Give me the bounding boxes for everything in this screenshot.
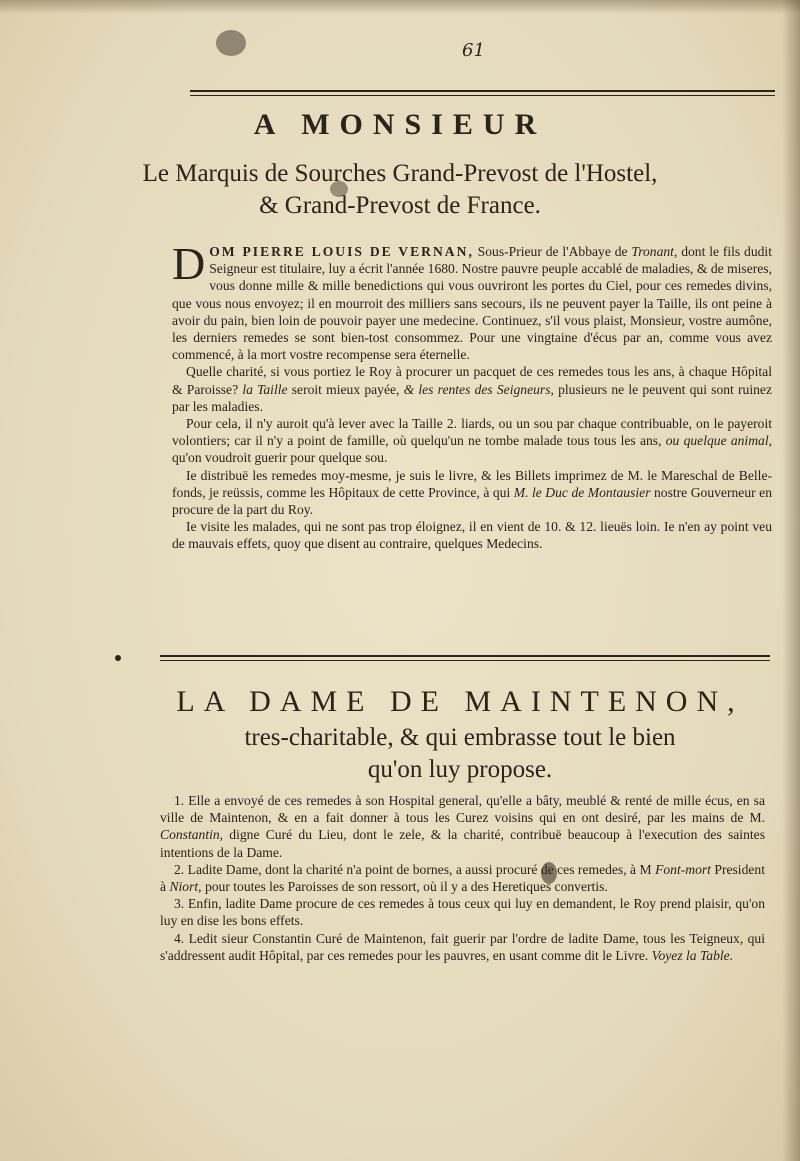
dedication-paragraph-4 <box>172 467 772 519</box>
text-run: Quelle charité, si vous portiez le Roy à procurer un pacquet de ces remedes tous les ans, à chaque Hôpital & Paroisse? <box>172 364 772 397</box>
dedication-body <box>172 238 773 553</box>
drop-cap: D <box>172 238 206 289</box>
text-run: seroit mieux payée, <box>287 381 404 397</box>
text-run: President à <box>160 861 765 895</box>
dedication-paragraph-3 <box>172 415 772 467</box>
person-name: Constantin <box>160 827 220 843</box>
ink-dot <box>115 655 121 661</box>
section-heading: LA DAME DE MAINTENON, <box>176 685 744 718</box>
list-item-4 <box>160 930 765 964</box>
text-run: , plusieurs ne le peuvent qui sont ruinez par les maladies. <box>172 381 772 414</box>
text-run: 1. Elle a envoyé de ces remedes à son Hospital general, qu'elle a bâty, meublé & renté de mille écus, en sa ville de Maintenon, & en a fait donner à tous les Curez voisins qui en ont desiré, par les mains de M. <box>160 793 765 826</box>
dedication-paragraph-1 <box>172 238 772 363</box>
section-rule <box>160 655 770 661</box>
section-subtitle <box>150 722 770 786</box>
section-subtitle-line2: qu'on luy propose. <box>367 756 553 783</box>
dedication-subtitle <box>140 158 660 222</box>
list-item-2 <box>160 861 765 895</box>
text-run: , digne Curé du Lieu, dont le zele, & la charité, contribuë beaucoup à l'execution des saintes intentions de la Dame. <box>160 827 765 860</box>
list-item-3: 3. Enfin, ladite Dame procure de ces remedes à tous ceux qui luy en demandent, le Roy prend plaisir, qu'on luy en dise les bons effets. <box>160 896 765 929</box>
section-body <box>160 792 765 964</box>
text-run: , qu'on voudroit guerir pour quelque sou. <box>172 433 773 466</box>
text-run: nostre Gouverneur en procure de la part du Roy. <box>172 484 772 518</box>
section-subtitle-line1: tres-charitable, & qui embrasse tout le bien <box>244 724 676 751</box>
list-item-1 <box>160 792 765 861</box>
dedication-paragraph-5: Ie visite les malades, qui ne sont pas trop éloignez, il en vient de 10. & 12. lieuës loin. Ie n'en ay point veu de mauvais effets, quoy que disent au contraire, quelques Medecins. <box>172 519 772 552</box>
text-run: , pour toutes les Paroisses de son ressort, où il y a des Heretiques convertis. <box>198 879 608 895</box>
place-name: Niort <box>169 879 199 895</box>
dedication-subtitle-line2: & Grand-Prevost de France. <box>259 192 541 219</box>
place-name: Tronant <box>631 244 674 259</box>
text-run: Sous-Prieur de l'Abbaye de <box>473 244 632 259</box>
italic-term: la Taille <box>242 381 288 397</box>
author-name: OM PIERRE LOUIS DE VERNAN, <box>209 244 474 259</box>
ink-blot <box>216 30 246 56</box>
italic-term: & les rentes des Seigneurs <box>403 381 551 397</box>
text-run: 4. Ledit sieur Constantin Curé de Maintenon, fait guerir par l'ordre de ladite Dame, tous les Teigneux, qui s'addressent audit Hôpital, par ces remedes pour les pauvres, en usant comme dit le Livre. <box>160 930 765 963</box>
text-run: 2. Ladite Dame, dont la charité n'a point de bornes, a aussi procuré de ces remedes, à M <box>174 861 656 877</box>
dedication-subtitle-line1: Le Marquis de Sourches Grand-Prevost de l'Hostel, <box>142 160 658 187</box>
text-run: Ie distribuë les remedes moy-mesme, je suis le livre, & les Billets imprimez de M. le Mareschal de Belle-fonds, je reüssis, comme les Hôpitaux de cette Province, à qui <box>172 467 772 500</box>
text-run: Pour cela, il n'y auroit qu'à lever avec la Taille 2. liards, ou un sou par chaque contribuable, on le payeroit volontiers; car il n'y a point de famille, où quelqu'un ne tombe malade tous tous les ans, <box>172 416 772 449</box>
cross-reference: Voyez la Table. <box>651 947 734 963</box>
page-number: 61 <box>462 40 485 61</box>
page-edge-shadow <box>782 0 800 1161</box>
text-run: , dont le fils dudit Seigneur est titulaire, luy a écrit l'année 1680. Nostre pauvre peuple accablé de maladies, & de miseres, vous donne mille & mille benedictions qui vous ouvriront les portes du Ciel, pour ces remedes divins, que vous nous envoyez; il en mourroit des milliers sans secours, ils ne peuvent payer la Taille, ils ont peine à avoir du pain, bien loin de pouvoir payer une medecine. Continuez, s'il vous plaist, Monsieur, vostre aumône, les derniers remedes se sont bien-tost consommez. Pour une vingtaine d'écus par an, comme vous avez commencé, à la mort vostre recompense sera éternelle. <box>172 244 772 363</box>
person-name: M. le Duc de Montausier <box>513 484 651 500</box>
italic-term: ou quelque animal <box>665 433 769 449</box>
dedication-heading: A MONSIEUR <box>253 108 547 141</box>
top-rule <box>190 90 775 96</box>
page-top-shadow <box>0 0 800 14</box>
person-name: Font-mort <box>655 861 711 877</box>
dedication-paragraph-2 <box>172 363 772 415</box>
